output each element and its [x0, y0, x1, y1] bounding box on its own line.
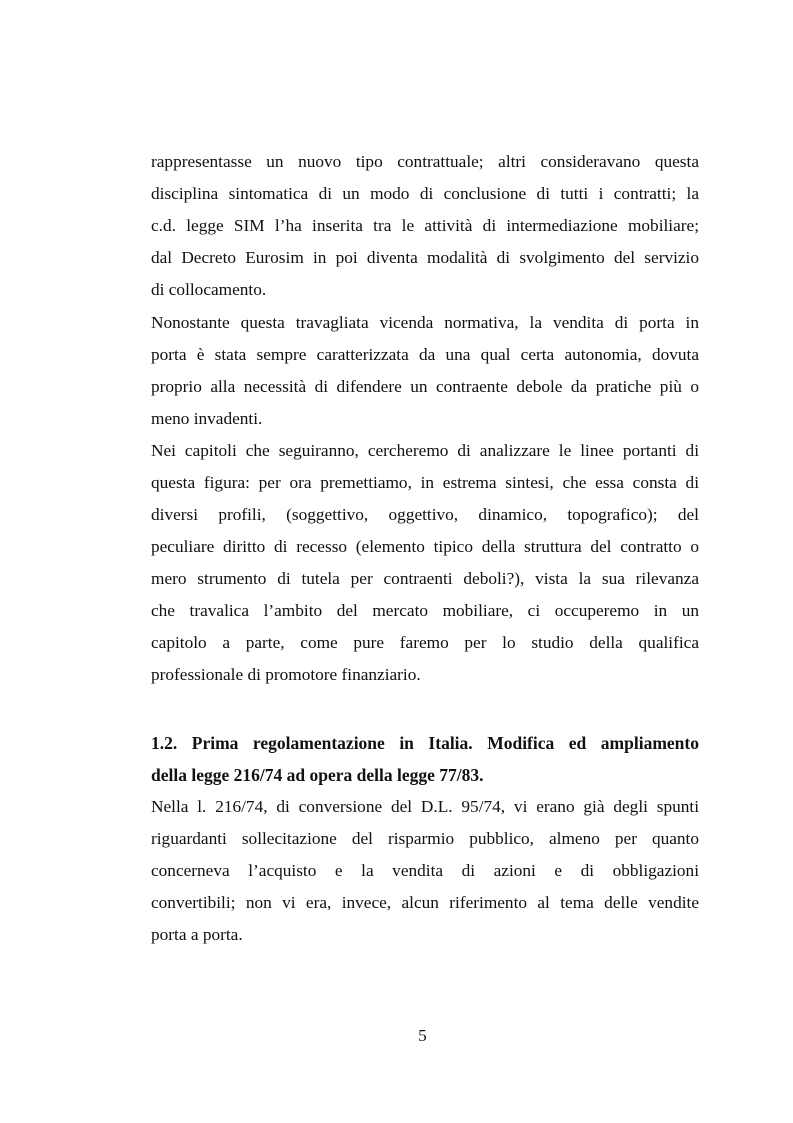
text-line: convertibili; non vi era, invece, alcun riferimento al tema delle vendite — [151, 893, 699, 912]
text-line: professionale di promotore finanziario. — [151, 665, 421, 684]
page-number: 5 — [418, 1026, 427, 1045]
text-line: porta è stata sempre caratterizzata da una qual certa autonomia, dovuta — [151, 345, 699, 364]
paragraph-capitoli — [151, 435, 699, 691]
paragraph-autonomia — [151, 307, 699, 435]
text-line: che travalica l’ambito del mercato mobiliare, ci occuperemo in un — [151, 601, 699, 620]
text-line: questa figura: per ora premettiamo, in estrema sintesi, che essa consta di — [151, 473, 699, 492]
paragraph-collocamento — [151, 146, 699, 306]
heading-line: 1.2. Prima regolamentazione in Italia. Modifica ed ampliamento — [151, 733, 699, 753]
text-line: capitolo a parte, come pure faremo per lo studio della qualifica — [151, 633, 699, 652]
section-heading — [151, 727, 699, 791]
text-line: concerneva l’acquisto e la vendita di azioni e di obbligazioni — [151, 861, 699, 880]
text-line: porta a porta. — [151, 925, 243, 944]
text-line: Nonostante questa travagliata vicenda normativa, la vendita di porta in — [151, 313, 699, 332]
text-line: diversi profili, (soggettivo, oggettivo, dinamico, topografico); del — [151, 505, 699, 524]
text-line: Nella l. 216/74, di conversione del D.L. 95/74, vi erano già degli spunti — [151, 797, 699, 816]
heading-line: della legge 216/74 ad opera della legge 77/83. — [151, 765, 484, 785]
paragraph-legge-216 — [151, 791, 699, 951]
text-line: Nei capitoli che seguiranno, cercheremo di analizzare le linee portanti di — [151, 441, 699, 460]
text-line: c.d. legge SIM l’ha inserita tra le attività di intermediazione mobiliare; — [151, 216, 699, 235]
text-line: di collocamento. — [151, 280, 267, 299]
text-line: peculiare diritto di recesso (elemento tipico della struttura del contratto o — [151, 537, 699, 556]
text-line: mero strumento di tutela per contraenti deboli?), vista la sua rilevanza — [151, 569, 699, 588]
text-line: rappresentasse un nuovo tipo contrattuale; altri consideravano questa — [151, 152, 699, 171]
text-line: disciplina sintomatica di un modo di conclusione di tutti i contratti; la — [151, 184, 699, 203]
text-line: riguardanti sollecitazione del risparmio pubblico, almeno per quanto — [151, 829, 699, 848]
text-line: proprio alla necessità di difendere un contraente debole da pratiche più o — [151, 377, 699, 396]
text-line: dal Decreto Eurosim in poi diventa modalità di svolgimento del servizio — [151, 248, 699, 267]
text-line: meno invadenti. — [151, 409, 263, 428]
